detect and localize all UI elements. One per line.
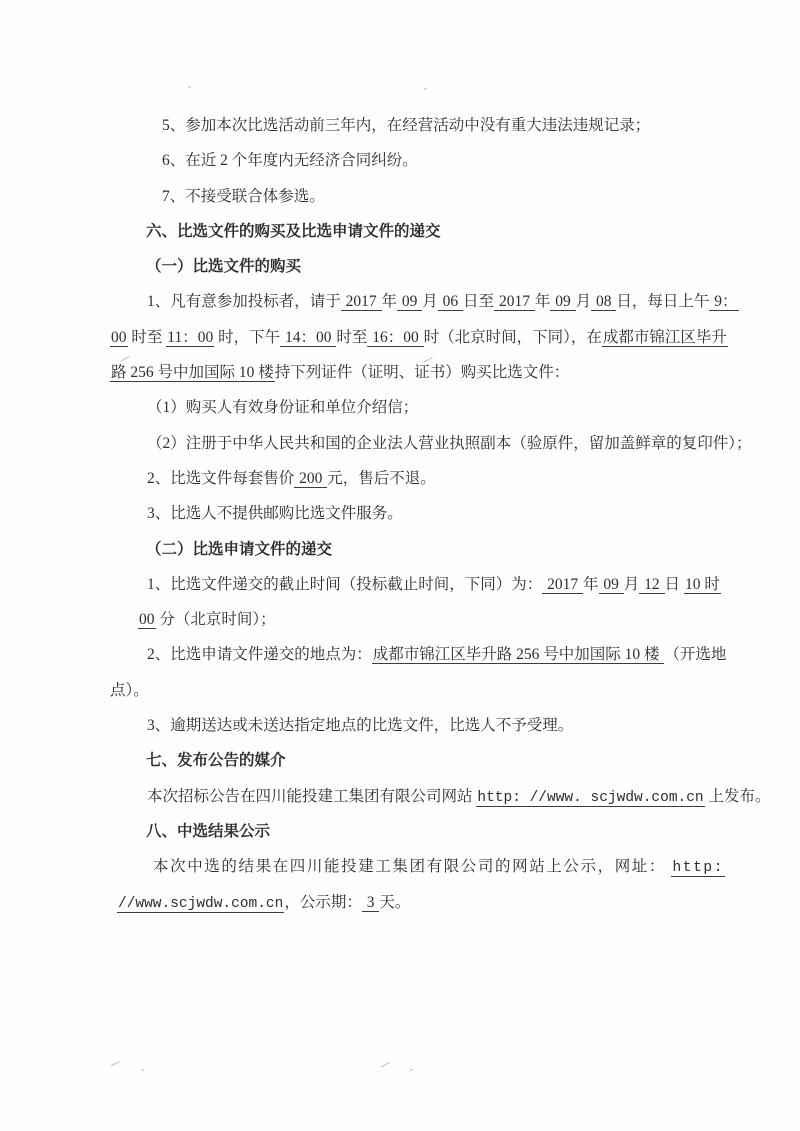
url-text: http: //www. scjwdw.com.cn <box>477 789 704 806</box>
url-text: //www.scjwdw.com.cn <box>118 895 284 912</box>
purchase-para-line-1 <box>0 284 800 319</box>
underlined-text: 14：00 <box>281 328 336 346</box>
location-line-2 <box>0 673 800 708</box>
underlined-text: 200 <box>295 469 327 487</box>
section-7-heading <box>0 743 800 778</box>
pencil-tick <box>110 1054 119 1066</box>
deadline-line-1 <box>0 567 800 602</box>
underlined-text: 成都市锦江区毕升 <box>602 328 727 346</box>
pencil-tick <box>380 1055 389 1067</box>
text-segment: 6、在近 2 个年度内无经济合同纠纷。 <box>162 152 418 170</box>
text-segment: 八、中选结果公示 <box>146 822 271 840</box>
section-6-2-heading <box>0 532 800 567</box>
text-segment: 3、逾期送达或未送达指定地点的比选文件，比选人不予受理。 <box>147 717 574 735</box>
item-7 <box>0 179 800 214</box>
text-segment: 日 <box>664 575 684 593</box>
purchase-para-line-2 <box>0 320 800 355</box>
text-segment: 分（北京时间）； <box>155 611 276 629</box>
text-segment: 六、比选文件的购买及比选申请文件的递交 <box>146 222 441 240</box>
text-segment: 7、不接受联合体参选。 <box>162 187 325 205</box>
text-segment: 2、比选申请文件递交的地点为： <box>147 646 372 664</box>
text-segment: 点）。 <box>110 681 149 699</box>
section-6-1-heading <box>0 249 800 284</box>
underlined-text: 成都市锦江区毕升路 256 号中加国际 10 楼 <box>372 646 664 664</box>
underlined-text: 06 <box>438 293 463 311</box>
scan-speck <box>141 1069 144 1071</box>
text-segment: ，公示期： <box>284 893 362 911</box>
scan-speck <box>188 86 191 88</box>
result-publicity-line-1 <box>0 849 800 884</box>
cert-item-2 <box>0 426 800 461</box>
scan-speck <box>410 1069 413 1071</box>
underlined-text: 08 <box>592 293 616 311</box>
result-publicity-line-2 <box>0 885 800 920</box>
text-segment: 年 <box>381 293 398 311</box>
underlined-text: 11：00 <box>167 328 214 346</box>
text-segment: （一）比选文件的购买 <box>146 258 302 276</box>
text-segment: 本次中选的结果在四川能投建工集团有限公司的网站上公示，网址： <box>153 858 672 876</box>
location-line-1 <box>0 637 800 672</box>
text-segment: 1、比选文件递交的截止时间（投标截止时间，下同）为： <box>147 575 543 593</box>
text-segment: 时至 <box>127 328 167 346</box>
text-segment: （2）注册于中华人民共和国的企业法人营业执照副本（验原件，留加盖鲜章的复印件）； <box>147 434 752 452</box>
underlined-text: 09 <box>599 575 623 593</box>
section-8-heading <box>0 814 800 849</box>
text-segment: 七、发布公告的媒介 <box>146 752 286 770</box>
text-segment: 日，每日上午 <box>616 293 710 311</box>
underlined-text: 00 <box>139 611 155 629</box>
late-delivery-item <box>0 708 800 743</box>
text-segment: 日至 <box>463 293 495 311</box>
text-segment: 时，下午 <box>214 328 281 346</box>
underlined-text: 12 <box>640 575 664 593</box>
text-segment: 时至 <box>336 328 368 346</box>
url-text: http: <box>672 860 724 877</box>
text-segment: （开选地 <box>664 646 727 664</box>
deadline-line-2 <box>0 602 800 637</box>
text-segment: 月 <box>623 575 640 593</box>
underlined-text: 9： <box>710 293 738 311</box>
text-segment: 本次招标公告在四川能投建工集团有限公司网站 <box>147 787 477 805</box>
text-segment: 上发布。 <box>704 787 771 805</box>
item-5 <box>0 108 800 143</box>
underlined-text: 00 <box>111 328 127 346</box>
item-6 <box>0 143 800 178</box>
text-segment: 年 <box>583 575 599 593</box>
text-segment: 5、参加本次比选活动前三年内，在经营活动中没有重大违法违规记录； <box>162 117 651 134</box>
text-segment: 年 <box>534 293 551 311</box>
text-segment: 2、比选文件每套售价 <box>147 469 295 487</box>
underlined-text: 2017 <box>543 575 583 593</box>
text-segment: 元，售后不退。 <box>327 469 436 487</box>
cert-item-1 <box>0 390 800 425</box>
underlined-text: 路 256 号中加国际 10 楼 <box>111 364 274 382</box>
underlined-text: 2017 <box>341 293 381 311</box>
underlined-text: 2017 <box>495 293 534 311</box>
text-segment: 3、比选人不提供邮购比选文件服务。 <box>147 505 403 523</box>
price-item <box>0 461 800 496</box>
text-segment: 月 <box>575 293 592 311</box>
text-segment: 月 <box>422 293 438 311</box>
text-segment: 天。 <box>379 893 411 911</box>
section-6-heading <box>0 214 800 249</box>
underlined-text: 09 <box>551 293 575 311</box>
underlined-text: 16：00 <box>368 328 423 346</box>
scan-speck <box>424 88 427 90</box>
underlined-text: 10 时 <box>684 575 720 593</box>
underlined-text: 3 <box>362 893 379 911</box>
no-mail-item <box>0 496 800 531</box>
text-segment: 持下列证件（证明、证书）购买比选文件： <box>274 364 570 382</box>
text-segment: （1）购买人有效身份证和单位介绍信； <box>147 399 419 417</box>
text-segment: 1、凡有意参加投标者，请于 <box>147 293 341 311</box>
announcement-media-para <box>0 779 800 814</box>
underlined-text: 09 <box>398 293 422 311</box>
text-segment: 时（北京时间，下同），在 <box>423 328 602 346</box>
text-segment: （二）比选申请文件的递交 <box>146 540 333 558</box>
